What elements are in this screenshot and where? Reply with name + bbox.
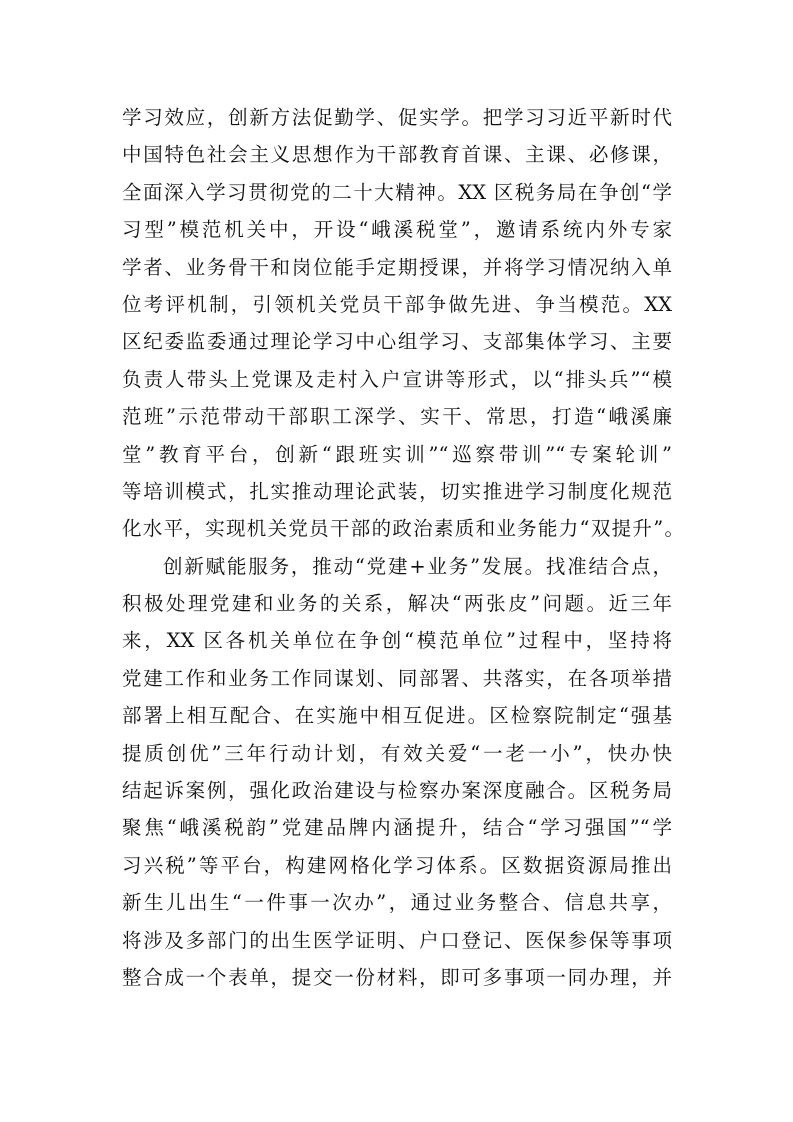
text-line: 堂”教育平台，创新“跟班实训”“巡察带训”“专案轮训” [122, 442, 672, 466]
text-line: 新生儿出生“一件事一次办”，通过业务整合、信息共享， [122, 891, 672, 915]
text-line: 化水平，实现机关党员干部的政治素质和业务能力“双提升”。 [122, 517, 684, 541]
text-line: 中国特色社会主义思想作为干部教育首课、主课、必修课， [122, 143, 672, 167]
paragraph-learning [122, 99, 684, 548]
text-line: 范班”示范带动干部职工深学、实干、常思，打造“峨溪廉 [122, 405, 672, 429]
text-line: 将涉及多部门的出生医学证明、户口登记、医保参保等事项 [122, 928, 672, 952]
text-line: 学习效应，创新方法促勤学、促实学。把学习习近平新时代 [122, 106, 672, 129]
text-line: 积极处理党建和业务的关系，解决“两张皮”问题。近三年 [122, 592, 672, 616]
text-line: 位考评机制，引领机关党员干部争做先进、争当模范。XX [122, 292, 672, 316]
text-line: 习兴税”等平台，构建网格化学习体系。区数据资源局推出 [122, 853, 672, 877]
text-line: 负责人带头上党课及走村入户宣讲等形式，以“排头兵”“模 [122, 367, 672, 391]
text-line: 党建工作和业务工作同谋划、同部署、共落实，在各项举措 [122, 666, 672, 690]
text-line: 等培训模式，扎实推动理论武装，切实推进学习制度化规范 [122, 479, 672, 503]
text-line: 学者、业务骨干和岗位能手定期授课，并将学习情况纳入单 [122, 255, 672, 279]
text-line: 整合成一个表单，提交一份材料，即可多事项一同办理，并 [122, 965, 672, 989]
text-line-first-indented: 创新赋能服务，推动“党建+业务”发展。找准结合点， [163, 554, 672, 578]
text-line: 结起诉案例，强化政治建设与检察办案深度融合。区税务局 [122, 779, 672, 803]
text-line: 来，XX 区各机关单位在争创“模范单位”过程中，坚持将 [122, 629, 672, 653]
text-line: 提质创优”三年行动计划，有效关爱“一老一小”，快办快 [122, 741, 672, 765]
text-line: 部署上相互配合、在实施中相互促进。区检察院制定“强基 [122, 704, 672, 728]
paragraph-party-building-business [122, 548, 672, 997]
document-body [122, 99, 684, 996]
text-line: 习型”模范机关中，开设“峨溪税堂”，邀请系统内外专家 [122, 218, 672, 242]
text-line: 聚焦“峨溪税韵”党建品牌内涵提升，结合“学习强国”“学 [122, 816, 672, 840]
text-line: 全面深入学习贯彻党的二十大精神。XX 区税务局在争创“学 [122, 180, 672, 204]
text-line: 区纪委监委通过理论学习中心组学习、支部集体学习、主要 [122, 330, 672, 354]
